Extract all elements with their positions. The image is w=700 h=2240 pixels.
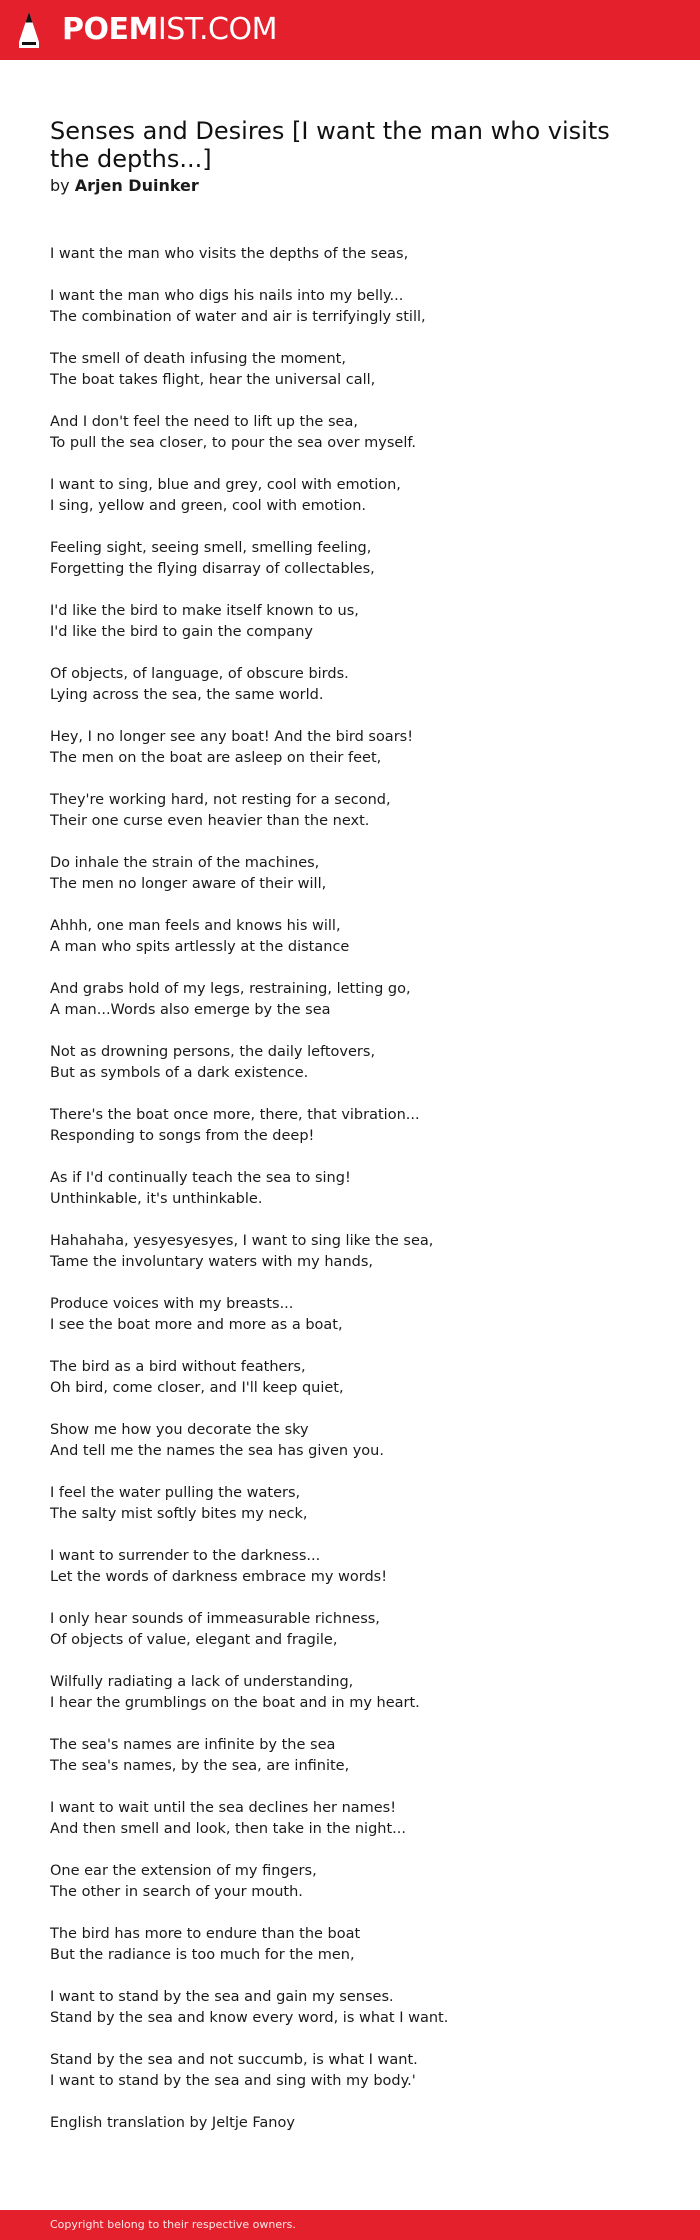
stanza [50, 601, 670, 643]
poem-line: I want to sing, blue and grey, cool with emotion, [50, 477, 401, 493]
poem-line: As if I'd continually teach the sea to sing! [50, 1170, 351, 1186]
stanza [50, 1420, 670, 1462]
poem-line: The sea's names are infinite by the sea [50, 1737, 336, 1753]
author-name: Arjen Duinker [74, 176, 199, 195]
site-footer [0, 2210, 700, 2240]
stanza [50, 538, 670, 580]
stanza [50, 244, 670, 265]
stanza [50, 1924, 670, 1966]
stanza [50, 1483, 670, 1525]
stanza [50, 1672, 670, 1714]
poem-line: Do inhale the strain of the machines, [50, 855, 320, 871]
pencil-logo-icon[interactable] [17, 10, 41, 50]
stanza [50, 664, 670, 706]
site-header [0, 0, 700, 60]
poem-line: Not as drowning persons, the daily leftovers, [50, 1044, 376, 1060]
poem-line: Responding to songs from the deep! [50, 1128, 315, 1144]
copyright-notice: Copyright belong to their respective owners. [50, 2218, 296, 2231]
poem-line: And tell me the names the sea has given you. [50, 1443, 384, 1459]
poem-line: One ear the extension of my fingers, [50, 1863, 317, 1879]
poem-line: Ahhh, one man feels and knows his will, [50, 918, 341, 934]
stanza [50, 1105, 670, 1147]
poem-line: Of objects, of language, of obscure birds. [50, 666, 349, 682]
stanza [50, 2050, 670, 2092]
stanza [50, 1609, 670, 1651]
stanza [50, 1987, 670, 2029]
poem-line: Their one curse even heavier than the next. [50, 813, 370, 829]
poem-line: And then smell and look, then take in the night... [50, 1821, 406, 1837]
poem-line: Forgetting the flying disarray of collectables, [50, 561, 375, 577]
poem-line: The salty mist softly bites my neck, [50, 1506, 308, 1522]
stanza [50, 1294, 670, 1336]
poem-line: The combination of water and air is terrifyingly still, [50, 309, 426, 325]
poem-line: Produce voices with my breasts... [50, 1296, 294, 1312]
poem-line: Stand by the sea and not succumb, is what I want. [50, 2052, 418, 2068]
poem-line: Unthinkable, it's unthinkable. [50, 1191, 263, 1207]
poem-line: The bird as a bird without feathers, [50, 1359, 306, 1375]
poem-line: I only hear sounds of immeasurable richness, [50, 1611, 380, 1627]
poem-line: Let the words of darkness embrace my words! [50, 1569, 388, 1585]
poem-line: I want the man who visits the depths of the seas, [50, 246, 409, 262]
poem-line: I want the man who digs his nails into my belly... [50, 288, 404, 304]
poem-line: The bird has more to endure than the boat [50, 1926, 361, 1942]
poem-line: They're working hard, not resting for a second, [50, 792, 391, 808]
stanza [50, 790, 670, 832]
stanza [50, 1231, 670, 1273]
poem-line: The smell of death infusing the moment, [50, 351, 346, 367]
stanza [50, 1042, 670, 1084]
poem-line: But as symbols of a dark existence. [50, 1065, 309, 1081]
poem-line: I hear the grumblings on the boat and in my heart. [50, 1695, 420, 1711]
poem-line: The men no longer aware of their will, [50, 876, 327, 892]
stanza [50, 1861, 670, 1903]
poem-line: There's the boat once more, there, that vibration... [50, 1107, 420, 1123]
poem-line: To pull the sea closer, to pour the sea over myself. [50, 435, 417, 451]
poem-title: Senses and Desires [I want the man who visits the depths...] [50, 117, 610, 173]
poem-line: Wilfully radiating a lack of understanding, [50, 1674, 354, 1690]
stanza [50, 727, 670, 769]
poem-line: I see the boat more and more as a boat, [50, 1317, 343, 1333]
poem-line: I'd like the bird to gain the company [50, 624, 314, 640]
poem-line: But the radiance is too much for the men, [50, 1947, 355, 1963]
poem-line: Stand by the sea and know every word, is what I want. [50, 2010, 449, 2026]
stanza [50, 1798, 670, 1840]
poem-line: Tame the involuntary waters with my hands, [50, 1254, 374, 1270]
poem-line: The boat takes flight, hear the universal call, [50, 372, 376, 388]
stanza [50, 853, 670, 895]
poem-line: I'd like the bird to make itself known to us, [50, 603, 359, 619]
poem-line: And I don't feel the need to lift up the sea, [50, 414, 358, 430]
stanza [50, 979, 670, 1021]
stanza [50, 286, 670, 328]
poem-line: The other in search of your mouth. [50, 1884, 303, 1900]
poem-line: Oh bird, come closer, and I'll keep quiet, [50, 1380, 344, 1396]
poem-line: I want to surrender to the darkness... [50, 1548, 321, 1564]
poem-line: A man who spits artlessly at the distance [50, 939, 350, 955]
poem-line: Hey, I no longer see any boat! And the bird soars! [50, 729, 414, 745]
stanza [50, 1357, 670, 1399]
poem-line: Hahahaha, yesyesyesyes, I want to sing like the sea, [50, 1233, 434, 1249]
stanza [50, 475, 670, 517]
stanza [50, 349, 670, 391]
poem-line: And grabs hold of my legs, restraining, letting go, [50, 981, 411, 997]
poem-heading [50, 117, 650, 197]
poem-line: The sea's names, by the sea, are infinite, [50, 1758, 350, 1774]
logo-regular-part: IST.COM [157, 12, 277, 47]
poem-line: I want to wait until the sea declines her names! [50, 1800, 397, 1816]
site-logo-text[interactable] [62, 13, 277, 47]
stanza [50, 1546, 670, 1588]
poem-line: Of objects of value, elegant and fragile, [50, 1632, 338, 1648]
poem-line: I feel the water pulling the waters, [50, 1485, 301, 1501]
poem-line: Feeling sight, seeing smell, smelling feeling, [50, 540, 372, 556]
translation-credit: English translation by Jeltje Fanoy [50, 2115, 295, 2131]
poem-line: I want to stand by the sea and gain my senses. [50, 1989, 394, 2005]
poem-line: A man...Words also emerge by the sea [50, 1002, 331, 1018]
poem-line: Lying across the sea, the same world. [50, 687, 324, 703]
poem-body [50, 244, 670, 2134]
poem-line: The men on the boat are asleep on their feet, [50, 750, 382, 766]
poem-line: Show me how you decorate the sky [50, 1422, 309, 1438]
logo-bold-part: POEM [62, 12, 158, 47]
poem-line: I want to stand by the sea and sing with my body.' [50, 2073, 416, 2089]
stanza [50, 1735, 670, 1777]
poem-line: I sing, yellow and green, cool with emotion. [50, 498, 366, 514]
by-label: by [50, 176, 70, 195]
stanza [50, 916, 670, 958]
stanza [50, 1168, 670, 1210]
byline [50, 175, 650, 197]
stanza [50, 412, 670, 454]
